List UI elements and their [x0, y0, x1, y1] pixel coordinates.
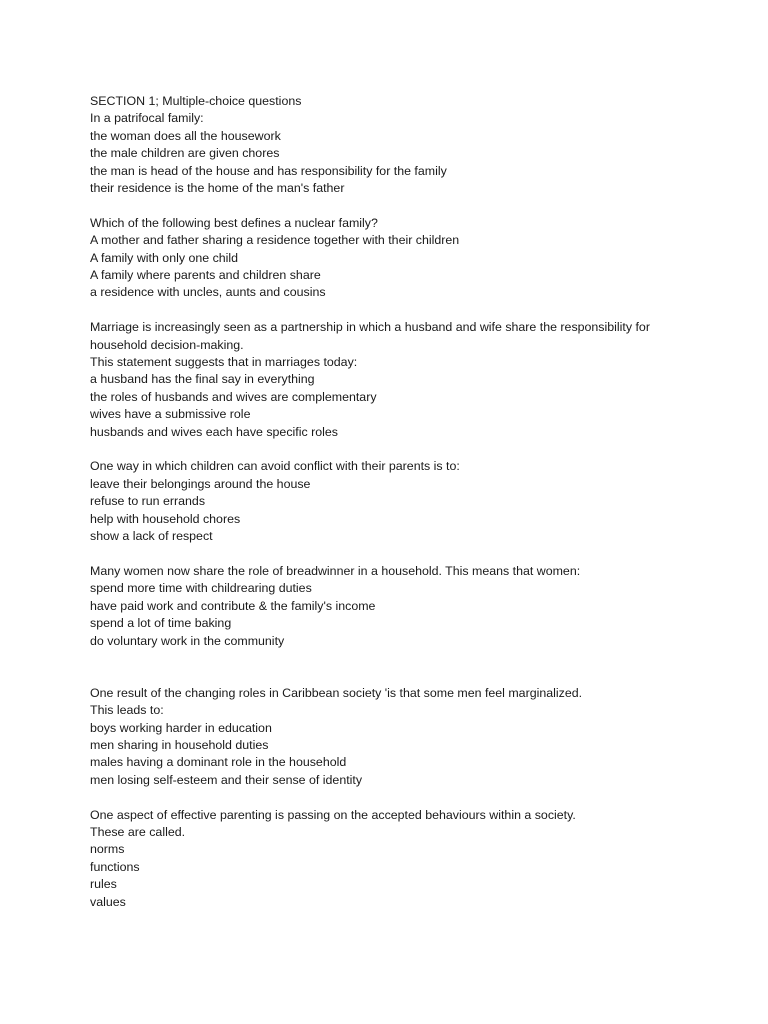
answer-option: men losing self-esteem and their sense of identity [90, 772, 363, 787]
answer-option: spend more time with childrearing duties [90, 581, 312, 596]
question-stem: One aspect of effective parenting is passing on the accepted behaviours within a society. [90, 807, 576, 822]
question-stem: This leads to: [90, 703, 164, 718]
answer-option: norms [90, 842, 125, 857]
answer-option: the roles of husbands and wives are complementary [90, 389, 377, 404]
answer-option: show a lack of respect [90, 529, 213, 544]
answer-option: husbands and wives each have specific roles [90, 424, 338, 439]
question-stem: One way in which children can avoid conflict with their parents is to: [90, 459, 460, 474]
question-6 [90, 685, 730, 789]
question-stem: Which of the following best defines a nuclear family? [90, 215, 378, 230]
answer-option: A family where parents and children share [90, 268, 321, 283]
answer-option: males having a dominant role in the household [90, 755, 347, 770]
answer-option: A mother and father sharing a residence together with their children [90, 233, 460, 248]
question-stem: This statement suggests that in marriages today: [90, 355, 358, 370]
question-stem: household decision-making. [90, 337, 244, 352]
answer-option: wives have a submissive role [90, 407, 251, 422]
section-heading: SECTION 1; Multiple-choice questions [90, 94, 302, 108]
answer-option: the woman does all the housework [90, 128, 281, 143]
answer-option: rules [90, 877, 117, 892]
answer-option: men sharing in household duties [90, 737, 269, 752]
question-7 [90, 807, 730, 911]
document-body [90, 93, 730, 911]
answer-option: leave their belongings around the house [90, 476, 311, 491]
question-stem: Many women now share the role of breadwinner in a household. This means that women: [90, 563, 581, 578]
question-stem: Marriage is increasingly seen as a partnership in which a husband and wife share the responsibility for [90, 320, 650, 335]
question-3 [90, 319, 730, 441]
question-2 [90, 215, 730, 302]
answer-option: help with household chores [90, 511, 241, 526]
answer-option: a husband has the final say in everything [90, 372, 315, 387]
answer-option: A family with only one child [90, 250, 239, 265]
answer-option: boys working harder in education [90, 720, 272, 735]
answer-option: the man is head of the house and has responsibility for the family [90, 163, 447, 178]
answer-option: refuse to run errands [90, 494, 206, 509]
question-5 [90, 563, 730, 650]
question-stem: These are called. [90, 824, 186, 839]
answer-option: a residence with uncles, aunts and cousins [90, 285, 326, 300]
answer-option: have paid work and contribute & the family's income [90, 598, 376, 613]
question-stem: One result of the changing roles in Caribbean society 'is that some men feel marginalized. [90, 685, 583, 700]
question-4 [90, 458, 730, 545]
answer-option: the male children are given chores [90, 146, 280, 161]
answer-option: spend a lot of time baking [90, 616, 232, 631]
answer-option: their residence is the home of the man's father [90, 181, 345, 196]
answer-option: functions [90, 859, 140, 874]
question-stem: In a patrifocal family: [90, 111, 204, 126]
answer-option: do voluntary work in the community [90, 633, 285, 648]
answer-option: values [90, 894, 126, 909]
question-1 [90, 110, 730, 197]
